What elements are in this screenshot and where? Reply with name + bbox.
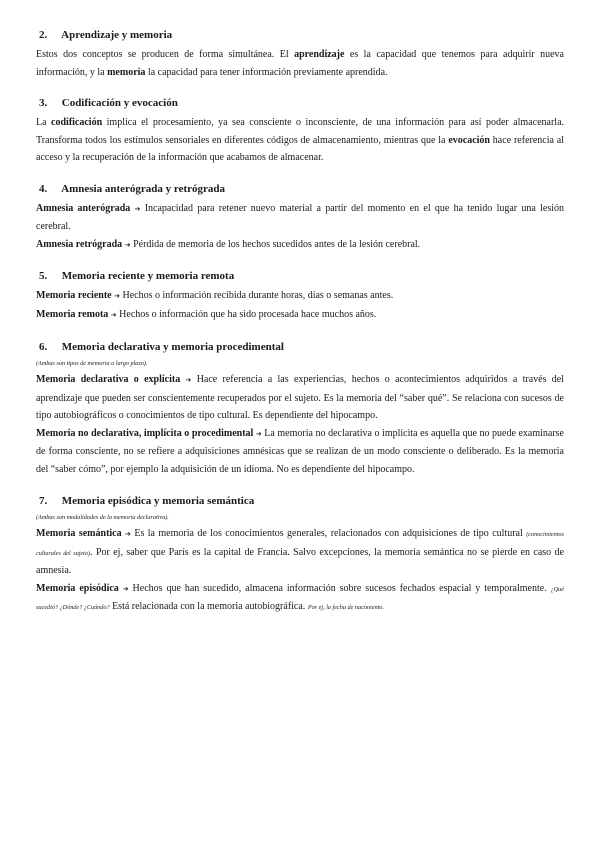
term-aprendizaje: aprendizaje (294, 49, 345, 60)
paragraph: Memoria reciente ➔ Hechos o información recibida durante horas, días o semanas antes. (36, 290, 394, 301)
section-episodica-semantica (36, 494, 564, 617)
arrow-right-icon: ➔ (134, 204, 141, 213)
arrow-right-icon: ➔ (110, 310, 117, 319)
arrow-right-icon: ➔ (185, 376, 192, 384)
section-title: Aprendizaje y memoria (61, 29, 173, 41)
arrow-right-icon: ➔ (114, 292, 120, 300)
section-amnesia (36, 182, 564, 255)
term-memoria: memoria (107, 66, 146, 78)
arrow-right-icon: ➔ (124, 240, 131, 249)
paragraph: Estos dos conceptos se producen de forma simultánea. El aprendizaje es la capacidad que tenemos para adquirir nueva información, y la memoria la capacidad para tener información previamente aprendida. (36, 49, 564, 78)
section-heading: 7. Memoria episódica y memoria semántica (39, 495, 255, 507)
inline-note: Por ej, la fecha de nacimiento. (307, 604, 384, 611)
paragraph: Memoria no declarativa, implícita o procedimental ➔ La memoria no declarativa o implícita es aquella que no puede examinarse de forma consciente, no se refiere a adquisiciones amnésicas que se realizan de un modo consciente o deliberado. Es la memoria del “saber cómo”, por ejemplo la adquisición de un idioma. No es dependiente del hipocampo. (36, 427, 564, 475)
section-aprendizaje-memoria (36, 28, 564, 81)
section-title: Memoria reciente y memoria remota (61, 270, 235, 282)
section-heading: 4. Amnesia anterógrada y retrógrada (39, 182, 226, 195)
term-codificacion: codificación (51, 117, 103, 128)
paragraph: Memoria semántica ➔ Es la memoria de los conocimientos generales, relacionados con adquisiciones de tipo cultural (conocimientos culturales del sujeto). Por ej, saber que París es la capital de Francia. Salvo excepciones, la memoria semántica no se pierde en caso de amnesia. (36, 528, 565, 576)
section-memoria-reciente-remota (36, 269, 564, 324)
inline-note: (conocimientos culturales del sujeto) (36, 531, 564, 557)
arrow-right-icon: ➔ (125, 530, 131, 538)
term-memoria-reciente: Memoria reciente (36, 290, 112, 301)
term-memoria-declarativa: Memoria declarativa o explícita (36, 374, 181, 385)
section-declarativa-procedimental (36, 340, 564, 478)
term-memoria-episodica: Memoria episódica (36, 582, 119, 594)
section-title: Amnesia anterógrada y retrógrada (61, 182, 226, 195)
paragraph: Amnesia retrógrada ➔ Pérdida de memoria de los hechos sucedidos antes de la lesión cerebral. (36, 238, 421, 250)
paragraph: Amnesia anterógrada ➔ Incapacidad para retener nuevo material a partir del momento en el que ha tenido lugar una lesión cerebral. (36, 202, 564, 232)
section-title: Memoria episódica y memoria semántica (61, 495, 255, 507)
paragraph: Memoria remota ➔ Hechos o información que ha sido procesada hace muchos años. (36, 308, 377, 320)
inline-note: ¿Qué sucedió? ¿Dónde? ¿Cuándo? (36, 585, 565, 611)
paragraph: Memoria episódica ➔ Hechos que han sucedido, almacena información sobre sucesos fechados espacial y temporalmente. ¿Qué sucedió? ¿Dónde? ¿Cuándo? Está relacionada con la memoria autobiográfica. Por ej, la fecha de nacimiento. (36, 582, 565, 612)
paragraph: La codificación implica el procesamiento, ya sea consciente o inconsciente, de una información para así poder almacenarla. Transforma todos los estímulos sensoriales en diferentes códigos de almacenamiento, mientras que la evocación hace referencia al acceso y la recuperación de la información que acabamos de almacenar. (36, 117, 565, 163)
section-codificacion-evocacion (36, 96, 564, 167)
note: (Ambas son tipos de memoria a largo plazo). (36, 360, 148, 367)
arrow-right-icon: ➔ (122, 584, 129, 593)
arrow-right-icon: ➔ (255, 429, 262, 438)
term-memoria-remota: Memoria remota (36, 308, 109, 320)
section-title: Codificación y evocación (61, 97, 178, 109)
term-memoria-semantica: Memoria semántica (36, 528, 122, 539)
term-evocacion: evocación (448, 134, 490, 146)
note: (Ambas son modalidades de la memoria declarativa). (36, 514, 169, 521)
section-heading: 6. Memoria declarativa y memoria procedimental (39, 341, 284, 353)
section-heading: 2. Aprendizaje y memoria (39, 29, 173, 41)
section-title: Memoria declarativa y memoria procedimental (61, 341, 284, 353)
term-amnesia-retrograda: Amnesia retrógrada (36, 238, 123, 250)
term-amnesia-anterograda: Amnesia anterógrada (36, 202, 131, 214)
section-heading: 5. Memoria reciente y memoria remota (39, 270, 235, 282)
section-heading: 3. Codificación y evocación (39, 97, 178, 109)
paragraph: Memoria declarativa o explícita ➔ Hace referencia a las experiencias, hechos o acontecimientos adquiridos a través del aprendizaje que pueden ser conscientemente recuperados por el sujeto. Es la memoria del “saber qué”. Se relaciona con sucesos de tipo autobiográficos o conocimientos de tipo cultural. Es dependiente del hipocampo. (36, 374, 565, 421)
term-memoria-no-declarativa: Memoria no declarativa, implícita o procedimental (36, 427, 254, 439)
